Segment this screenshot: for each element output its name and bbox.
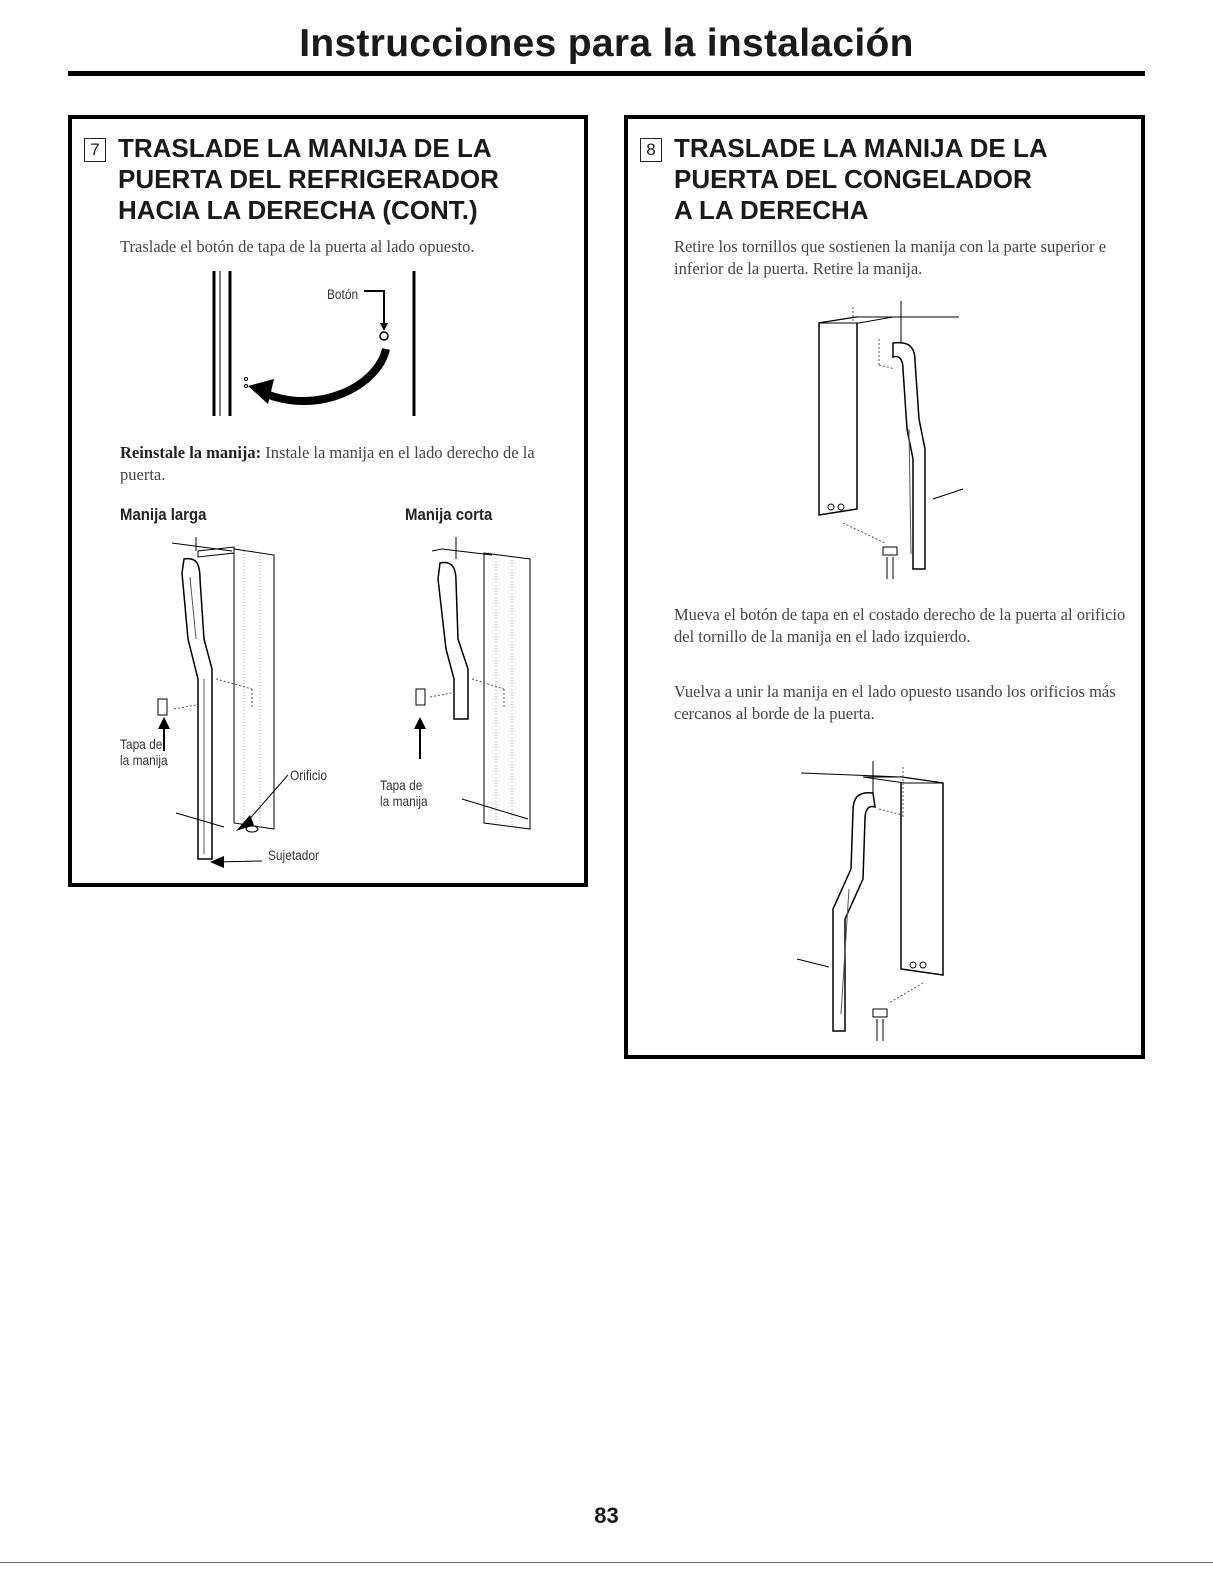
short-cap-label [380, 777, 428, 809]
step-8-title-line: TRASLADE LA MANIJA DE LA [674, 133, 1048, 163]
step-8-para-2: Mueva el botón de tapa en el costado derecho de la puerta al orificio del tornillo de la manija en el lado izquierdo. [674, 605, 1126, 646]
step-7-title-line: TRASLADE LA MANIJA DE LA [118, 133, 492, 163]
page-title: Instrucciones para la instalación [299, 22, 914, 65]
step-8-panel [624, 115, 1145, 1059]
freezer-handle-removal-diagram [813, 299, 973, 589]
fastener-label: Sujetador [268, 847, 319, 863]
long-handle-heading: Manija larga [120, 505, 207, 524]
step-7-panel [68, 115, 588, 887]
short-handle-heading: Manija corta [405, 505, 493, 524]
step-8-title-line: PUERTA DEL CONGELADOR [674, 164, 1032, 194]
freezer-handle-reinstall-diagram [793, 759, 963, 1049]
step-7-title-line: HACIA LA DERECHA (CONT.) [118, 195, 478, 225]
step-7-title [118, 133, 588, 226]
bottom-divider [0, 1562, 1213, 1563]
page-number: 83 [594, 1503, 619, 1528]
step-8-title [674, 133, 1144, 226]
button-move-diagram [208, 271, 428, 421]
step-7-number: 7 [84, 138, 106, 162]
reinstall-bold: Reinstale la manija: [120, 443, 262, 462]
button-label: Botón [327, 286, 359, 302]
long-handle-diagram [112, 529, 382, 879]
step-8-number: 8 [640, 138, 662, 162]
step-7-reinstall [120, 442, 540, 486]
step-8-intro: Retire los tornillos que sostienen la manija con la parte superior e inferior de la puerta. Retire la manija. [674, 237, 1107, 278]
step-8-para-3: Vuelva a unir la manija en el lado opuesto usando los orificios más cercanos al borde de la puerta. [674, 682, 1116, 723]
long-cap-label-line: Tapa de [120, 736, 163, 752]
title-divider [68, 71, 1145, 76]
step-7-title-line: PUERTA DEL REFRIGERADOR [118, 164, 499, 194]
short-cap-label-line: la manija [380, 793, 428, 809]
step-8-title-line: A LA DERECHA [674, 195, 869, 225]
reinstall-text: Instale la manija en el lado derecho de la puerta. [120, 443, 535, 484]
long-cap-label [120, 736, 168, 768]
short-cap-label-line: Tapa de [380, 777, 423, 793]
hole-label: Orificio [290, 767, 328, 783]
long-cap-label-line: la manija [120, 752, 168, 768]
step-7-intro: Traslade el botón de tapa de la puerta al lado opuesto. [120, 237, 475, 256]
